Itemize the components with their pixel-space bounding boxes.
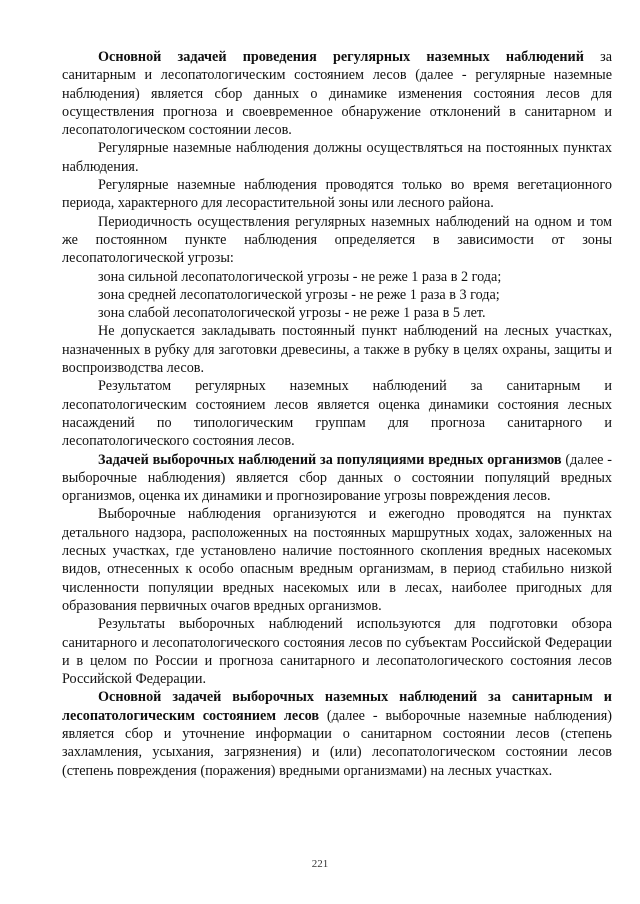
paragraph-text: Выборочные наблюдения организуются и ежегодно проводятся на пунктах детального надзора, расположенных на постоянных маршрутных ходах, заложенных на лесных участках, где установлено наличие постоянного скопления вредных насекомых видов, отнесенных к особо опасным вредным организмам, в период стабильно низкой численности популяции вредных насекомых или в лесах, наиболее пригодных для образования первичных очагов вредных организмов.: [62, 506, 612, 614]
paragraph-bold-lead: Основной задачей проведения регулярных наземных наблюдений: [98, 49, 584, 65]
paragraph-bold-lead: Задачей выборочных наблюдений за популяциями вредных организмов: [98, 451, 562, 468]
paragraph: [62, 451, 612, 506]
paragraph-text: (далее - выборочные наблюдения) является сбор данных о состоянии популяций вредных организмов, оценка их динамики и прогнозирование угрозы повреждения лесов.: [62, 451, 612, 505]
paragraph-text: Периодичность осуществления регулярных наземных наблюдений на одном и том же постоянном пункте наблюдения определяется в зависимости от зоны лесопатологической угрозы:: [62, 213, 612, 267]
paragraph-text: зона сильной лесопатологической угрозы - не реже 1 раза в 2 года;: [98, 268, 502, 285]
paragraph-text: Результатом регулярных наземных наблюдений за санитарным и лесопатологическим состоянием лесов является оценка динамики состояния лесных насаждений по типологическим группам для прогноза санитарного и лесопатологического состояния лесов.: [62, 378, 612, 450]
list-item: [62, 286, 612, 304]
paragraph-text: Регулярные наземные наблюдения должны осуществляться на постоянных пунктах наблюдения.: [62, 140, 612, 175]
paragraph: [62, 139, 612, 176]
paragraph-text: Результаты выборочных наблюдений используются для подготовки обзора санитарного и лесопатологического состояния лесов по субъектам Российской Федерации и в целом по России и прогноза санитарного и лесопатологического состояния лесов Российской Федерации.: [62, 616, 612, 688]
paragraph: [62, 505, 612, 615]
list-item: [62, 304, 612, 322]
paragraph: [62, 176, 612, 213]
list-item: [62, 268, 612, 286]
paragraph: [62, 213, 612, 268]
document-body: [62, 48, 612, 780]
paragraph-text: (далее - выборочные наземные наблюдения) является сбор и уточнение информации о санитарном состоянии лесов (степень захламления, усыхания, загрязнения) и (или) лесопатологическом состоянии лесов (степень повреждения (поражения) вредными организмами) на лесных участках.: [62, 707, 612, 779]
paragraph-text: зона средней лесопатологической угрозы - не реже 1 раза в 3 года;: [98, 286, 500, 303]
paragraph: [62, 322, 612, 377]
paragraph-text: Не допускается закладывать постоянный пункт наблюдений на лесных участках, назначенных в рубку для заготовки древесины, а также в рубку в целях охраны, защиты и воспроизводства лесов.: [62, 323, 612, 377]
page-number: 221: [311, 858, 329, 870]
paragraph: [62, 48, 612, 139]
paragraph-text: Регулярные наземные наблюдения проводятся только во время вегетационного периода, характерного для лесорастительной зоны или лесного района.: [62, 177, 612, 212]
paragraph: [62, 688, 612, 779]
paragraph-text: зона слабой лесопатологической угрозы - не реже 1 раза в 5 лет.: [98, 305, 486, 322]
paragraph: [62, 615, 612, 688]
paragraph-bold-lead: Основной задачей выборочных наземных наблюдений за санитарным и лесопатологическим состоянием лесов: [62, 689, 612, 724]
paragraph: [62, 377, 612, 450]
paragraph-text: за санитарным и лесопатологическим состоянием лесов (далее - регулярные наземные наблюдения) является сбор данных о динамике изменения состояния лесов для осуществления прогноза и своевременное обнаружение отклонений в санитарном и лесопатологическом состоянии лесов.: [62, 49, 612, 139]
